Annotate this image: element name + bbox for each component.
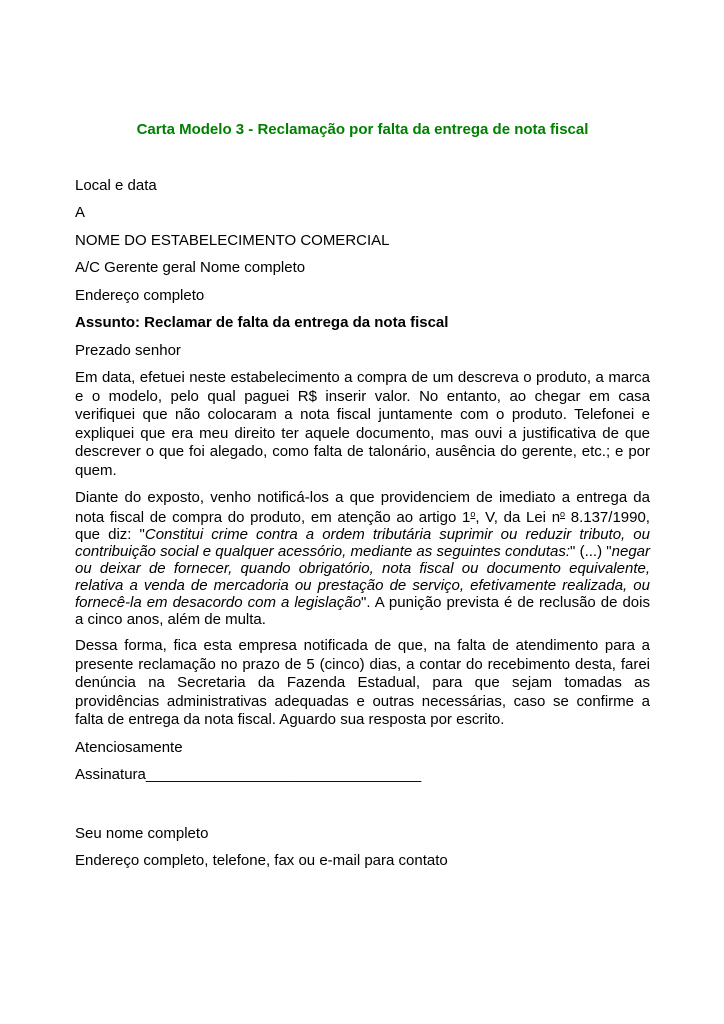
sender-contact-line: Endereço completo, telefone, fax ou e-mail para contato [75, 852, 448, 869]
salutation-line: Prezado senhor [75, 341, 181, 359]
addressee-intro-line: A [75, 204, 86, 221]
body-paragraph-deadline: Dessa forma, fica esta empresa notificada de que, na falta de atendimento para a presente reclamação no prazo de 5 (cinco) dias, a contar do recebimento desta, farei denúncia na Secretaria da Fazenda Estadual, para que sejam tomadas as providências administrativas adequadas e outras necessárias, caso se confirme a falta de entrega da nota fiscal. Aguardo sua resposta por escrito. [75, 637, 650, 728]
closing-line: Atenciosamente [75, 738, 183, 756]
letter-title: Carta Modelo 3 - Reclamação por falta da entrega de nota fiscal [136, 121, 589, 138]
sender-name-line: Seu nome completo [75, 824, 209, 842]
body-paragraph-legal-notice: Diante do exposto, venho notificá-los a que providenciem de imediato a entrega da nota fiscal de compra do produto, em atenção ao artigo 1$^o$, V, da Lei $n^o$ 8.137/1990, que diz: "Constitui crime contra a ordem tributária suprimir ou reduzir tributo, ou contribuição social e qualquer acessório, mediante as seguintes condutas:" (...) "negar ou deixar de fornecer, quando obrigatório, nota fiscal ou documento equivalente, relativa a venda de mercadoria ou prestação de serviço, efetivamente realizada, ou fornecê-la em desacordo com a legislação". A punição prevista é de reclusão de dois a cinco anos, além de multa. [75, 489, 651, 628]
place-date-line: Local e data [75, 176, 157, 194]
signature-underscores: _________________________________ [145, 766, 422, 783]
body-paragraph-purchase: Em data, efetuei neste estabelecimento a compra de um descreva o produto, a marca e o modelo, pelo qual paguei R$ inserir valor. No entanto, ao chegar em casa verifiquei que não colocaram a nota fiscal juntamente com o produto. Telefonei e expliquei que era meu direito ter aquele documento, mas ouvi a justificativa de que descrever o que foi alegado, como falta de talonário, ausência do gerente, etc.; e por quem. [75, 369, 650, 479]
signature-line [75, 766, 650, 785]
establishment-line: NOME DO ESTABELECIMENTO COMERCIAL [75, 231, 390, 249]
care-of-line: A/C Gerente geral Nome completo [75, 259, 306, 276]
signature-label: Assinatura [75, 766, 146, 783]
address-line: Endereço completo [75, 286, 205, 304]
subject-line: Assunto: Reclamar de falta da entrega da nota fiscal [75, 314, 449, 331]
